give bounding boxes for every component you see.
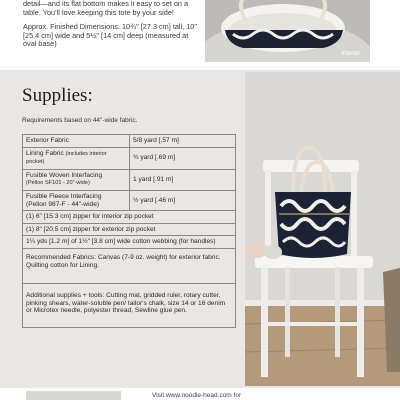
table-row <box>23 223 236 236</box>
tote-on-chair-illustration <box>245 72 400 386</box>
fabric-label: Fusible Woven Interfacing (Pellon SF101 - 20"-wide) <box>23 169 130 190</box>
fabric-amount: ½ yard [.46 m] <box>130 190 236 210</box>
table-row <box>23 169 236 190</box>
table-row <box>23 284 236 328</box>
table-row <box>23 135 236 148</box>
top-panel <box>0 0 400 70</box>
fabric-amount: 1 yard [.91 m] <box>130 169 236 190</box>
bottom-photo-thumbnail <box>26 391 121 400</box>
intro-text <box>23 0 198 55</box>
table-row <box>23 211 236 224</box>
supplies-title: Supplies: <box>22 85 93 106</box>
tote-on-chair-photo <box>245 72 400 386</box>
requirements-note: Requirements based on 44"-wide fabric. <box>22 117 138 124</box>
photo-caption: Interior <box>341 51 360 57</box>
table-row <box>23 236 236 249</box>
fabric-amount: ¾ yard [.69 m] <box>130 147 236 169</box>
fabric-label: Exterior Fabric <box>23 135 130 148</box>
interior-zipper-row: (1) 6" [15.3 cm] zipper for interior zip pocket <box>23 211 236 224</box>
webbing-row: 1¼ yds [1.2 m] of 1½" [3.8 cm] wide cotton webbing (for handles) <box>23 236 236 249</box>
dimensions-paragraph: Approx. Finished Dimensions: 10¾" [27.3 cm] tall, 10" [25.4 cm] wide and 5½" [14 cm] deep (measured at oval base) <box>23 22 197 49</box>
table-row <box>23 248 236 283</box>
tote-interior-photo <box>205 0 370 62</box>
additional-supplies-row: Additional supplies + tools: Cutting mat, gridded ruler, rotary cutter, pinking shears, water-soluble pen/ tailor's chalk, size 14 or 16 denim or Microtex needle, polyester thread, Sewline glue pen. <box>23 284 236 328</box>
visit-link-text[interactable]: Visit www.noodle-head.com for <box>152 392 242 399</box>
exterior-zipper-row: (1) 8" [20.5 cm] zipper for exterior zip pocket <box>23 223 236 236</box>
fabric-label: Fusible Fleece Interfacing (Pellon 987-F - 44"-wide) <box>23 190 130 210</box>
supplies-table <box>22 134 236 328</box>
fabric-label: Lining Fabric (includes interior pocket) <box>23 147 130 169</box>
intro-paragraph: detail—and its flat bottom makes it easy to set on a table. You’ll love keeping this tote by your side! <box>23 0 189 17</box>
recommended-fabrics-row: Recommended Fabrics: Canvas (7-9 oz. weight) for exterior fabric. Quilting cotton for Lining. <box>23 248 236 283</box>
table-row <box>23 147 236 169</box>
table-row <box>23 190 236 210</box>
fabric-amount: 5/8 yard [.57 m] <box>130 135 236 148</box>
